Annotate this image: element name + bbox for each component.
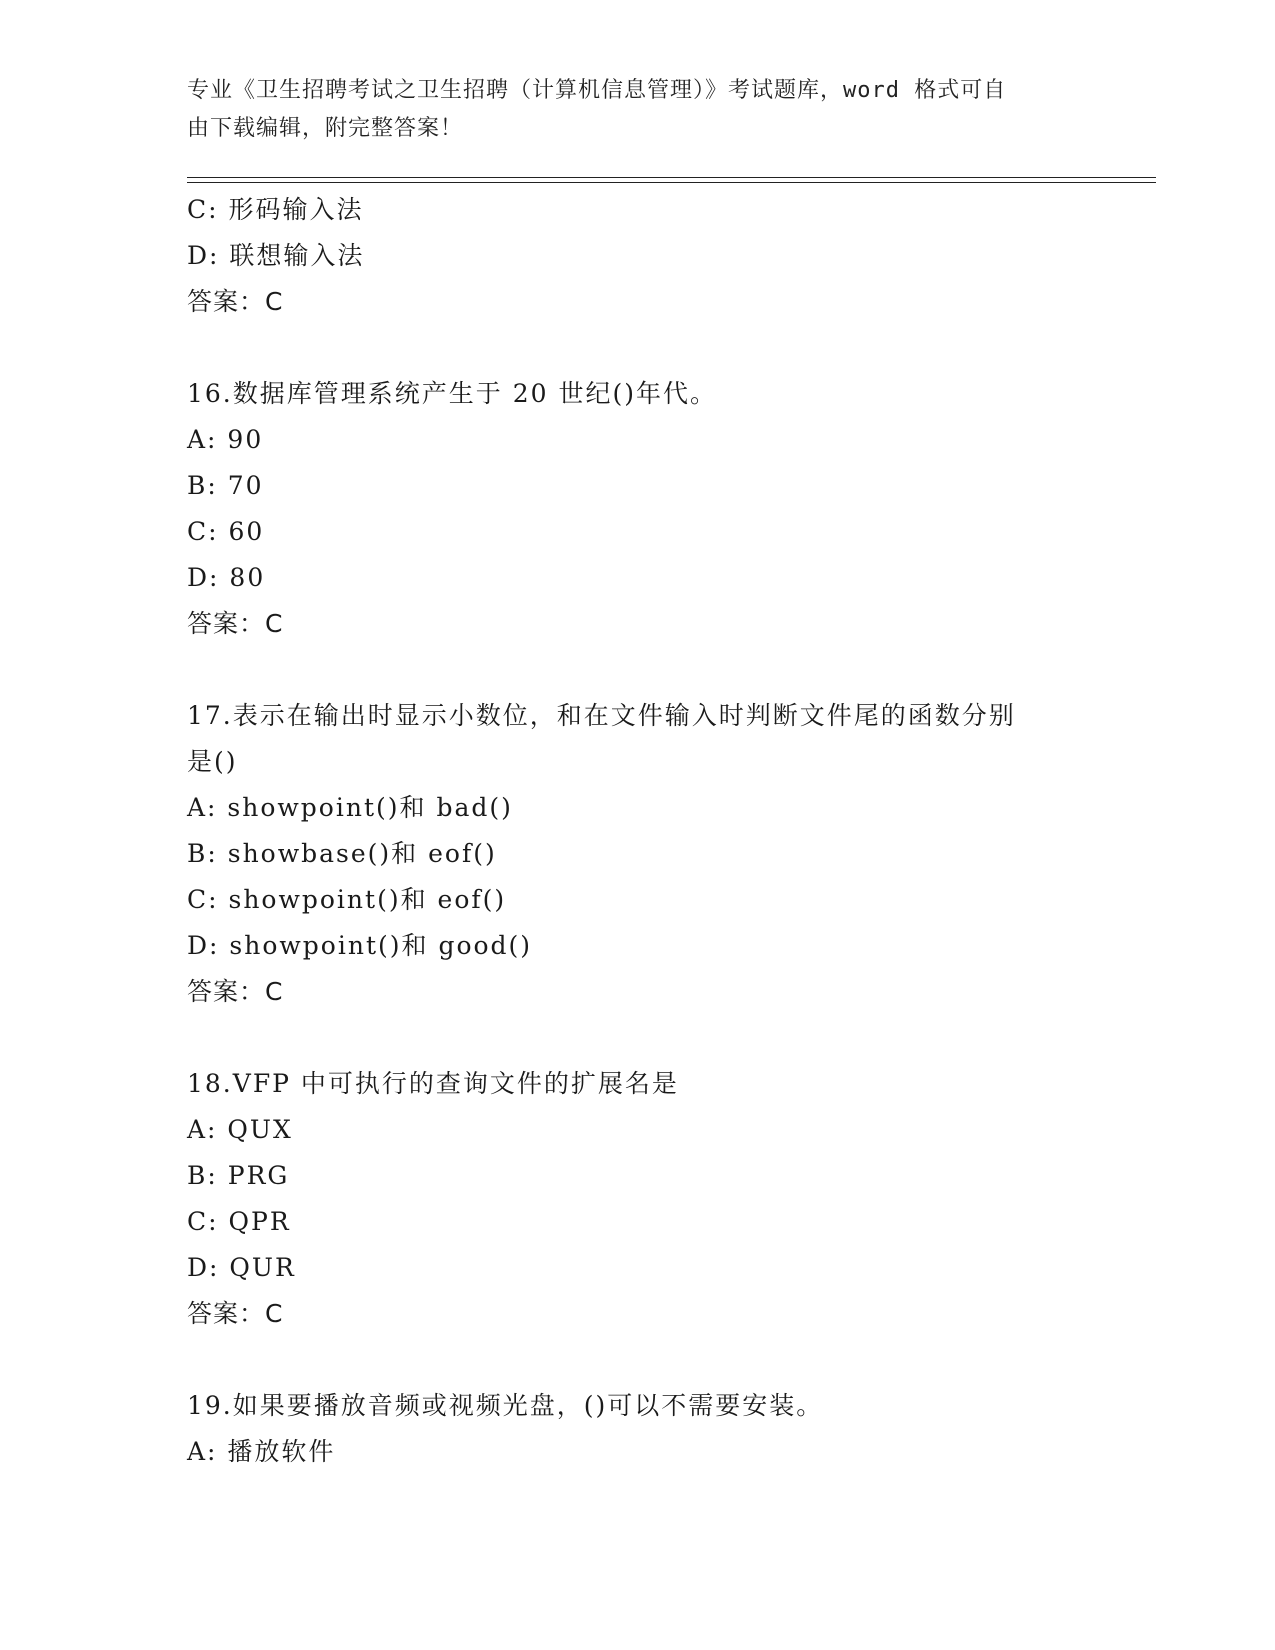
option-a: A: 播放软件 <box>187 1437 336 1466</box>
spacer <box>187 1015 1087 1061</box>
option-d: D: showpoint()和 good() <box>187 931 533 960</box>
option-d: D: 80 <box>187 563 266 592</box>
spacer <box>187 1337 1087 1383</box>
spacer <box>187 647 1087 693</box>
carry-over-question <box>187 187 1087 325</box>
question-17 <box>187 693 1087 1015</box>
question-content <box>187 187 1087 1475</box>
option-d: D: 联想输入法 <box>187 241 365 270</box>
question-stem: 19.如果要播放音频或视频光盘，()可以不需要安装。 <box>187 1391 824 1420</box>
answer-line: 答案：C <box>187 1299 284 1328</box>
option-a: A: showpoint()和 bad() <box>187 793 513 822</box>
document-header <box>187 72 1067 148</box>
question-16 <box>187 371 1087 647</box>
option-a: A: QUX <box>187 1115 293 1144</box>
option-d: D: QUR <box>187 1253 296 1282</box>
question-19 <box>187 1383 1087 1475</box>
answer-line: 答案：C <box>187 609 284 638</box>
option-c: C: 形码输入法 <box>187 195 364 224</box>
header-line-2: 由下载编辑，附完整答案！ <box>187 116 464 141</box>
question-stem: 16.数据库管理系统产生于 20 世纪()年代。 <box>187 379 717 408</box>
header-divider-top <box>187 177 1156 178</box>
answer-line: 答案：C <box>187 977 284 1006</box>
option-a: A: 90 <box>187 425 264 454</box>
question-18 <box>187 1061 1087 1337</box>
question-stem-continued: 是() <box>187 747 238 776</box>
spacer <box>187 325 1087 371</box>
option-b: B: PRG <box>187 1161 290 1190</box>
option-b: B: showbase()和 eof() <box>187 839 497 868</box>
option-c: C: QPR <box>187 1207 291 1236</box>
option-c: C: 60 <box>187 517 265 546</box>
question-stem: 17.表示在输出时显示小数位，和在文件输入时判断文件尾的函数分别 <box>187 701 1016 730</box>
header-divider-bottom <box>187 182 1156 183</box>
question-stem: 18.VFP 中可执行的查询文件的扩展名是 <box>187 1069 679 1098</box>
option-b: B: 70 <box>187 471 264 500</box>
header-line-1: 专业《卫生招聘考试之卫生招聘（计算机信息管理）》考试题库，word 格式可自 <box>187 78 1007 103</box>
option-c: C: showpoint()和 eof() <box>187 885 507 914</box>
answer-line: 答案：C <box>187 287 284 316</box>
